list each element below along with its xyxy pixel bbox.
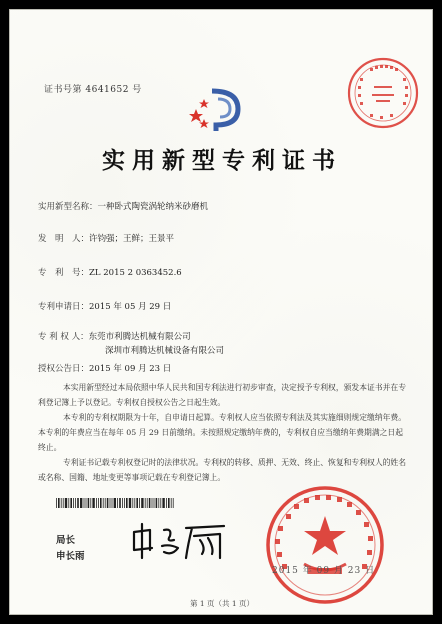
- barcode-icon: [56, 498, 176, 508]
- body-paragraph-2: 本专利的专利权期限为十年，自申请日起算。专利权人应当依照专利法及其实施细则规定缴纳年费。本专利的年费应当在每年 05 月 29 日前缴纳。未按照规定缴纳年费的，专利权自应当缴纳年费期满之日起终止。: [38, 413, 407, 452]
- patentee-row-2: [105, 344, 224, 356]
- utility-model-name-row: [38, 200, 208, 212]
- filing-date-label: 专利申请日：: [38, 302, 90, 312]
- inventor-label: 发 明 人：: [38, 234, 90, 244]
- grant-date: 2015 年 09 月 23 日: [89, 364, 172, 374]
- inventors: 许钧强；王鲜；王景平: [89, 234, 175, 244]
- filing-date-row: [38, 300, 171, 312]
- utility-model-name: 一种卧式陶瓷涡轮纳米砂磨机: [97, 202, 209, 212]
- patent-number-row: [38, 266, 182, 278]
- inventor-row: [38, 232, 174, 244]
- page-footer: 第 1 页（共 1 页）: [189, 599, 255, 608]
- certificate-frame: [3, 3, 439, 621]
- filing-date: 2015 年 05 月 29 日: [89, 302, 172, 312]
- patentee-label: 专 利 权 人：: [38, 332, 89, 342]
- handwritten-signature: [128, 518, 238, 564]
- body-paragraph-1: 本实用新型经过本局依照中华人民共和国专利法进行初步审查，决定授予专利权，颁发本证书并在专利登记簿上予以登记。专利权自授权公告之日起生效。: [38, 383, 407, 407]
- grant-date-row: [38, 362, 171, 374]
- utility-model-name-label: 实用新型名称：: [38, 202, 98, 212]
- certificate-number: 证书号第 4641652 号: [44, 85, 142, 95]
- certificate-paper: [9, 9, 433, 615]
- top-seal-stamp-icon: [346, 56, 420, 130]
- patent-number-label: 专 利 号：: [38, 268, 90, 278]
- patentee-row: [38, 330, 191, 342]
- patent-number: ZL 2015 2 0363452.6: [89, 268, 182, 278]
- patentee-1: 东莞市利腾达机械有限公司: [88, 332, 191, 342]
- seal-date: 2015 年 09 月 23 日: [272, 566, 376, 576]
- certificate-body: [38, 380, 410, 485]
- body-paragraph-3: 专利证书记载专利权登记时的法律状况。专利权的转移、质押、无效、终止、恢复和专利权人的姓名或名称、国籍、地址变更等事项记载在专利登记簿上。: [38, 458, 407, 482]
- certificate-title: 实用新型专利证书: [102, 148, 342, 174]
- state-ip-office-seal-icon: [264, 484, 386, 606]
- patentee-2: 深圳市利腾达机械设备有限公司: [105, 346, 225, 356]
- patent-office-logo-icon: [182, 85, 252, 135]
- chief-title: 局长: [56, 535, 76, 546]
- grant-date-label: 授权公告日：: [38, 364, 90, 374]
- chief-name: 申长雨: [56, 551, 85, 562]
